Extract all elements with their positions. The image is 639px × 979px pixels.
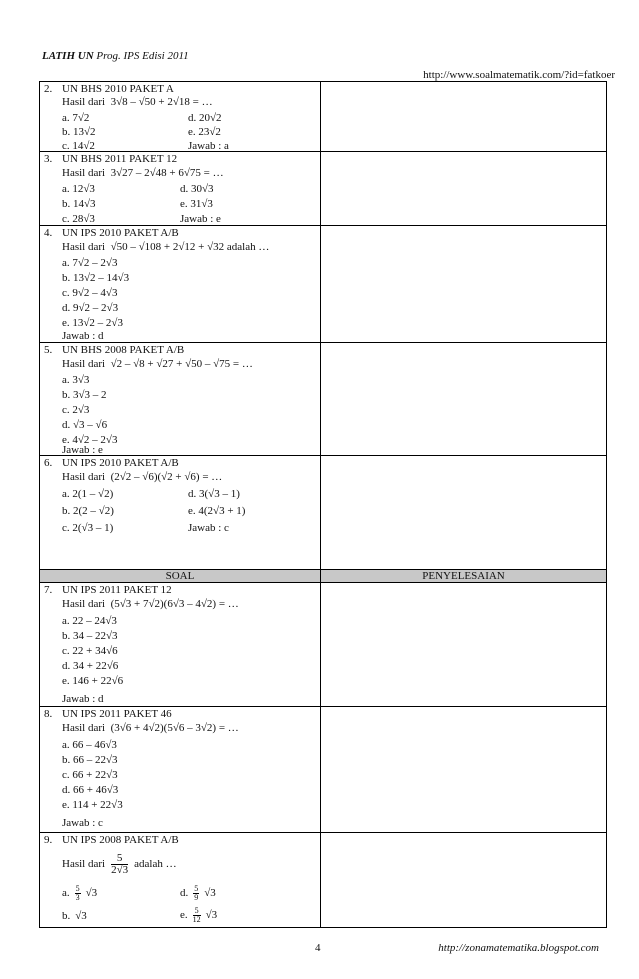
option-d: d. 20√2 [188, 112, 222, 124]
option-b: b. 2(2 – √2) [62, 505, 114, 517]
prompt-text: Hasil dari [62, 167, 106, 179]
solution-cell [321, 707, 607, 833]
option-a: a. 2(1 – √2) [62, 488, 114, 500]
question-source: UN BHS 2011 PAKET 12 [62, 153, 178, 165]
option-e: e. 146 + 22√6 [62, 675, 124, 687]
option-a: a. 7√2 – 2√3 [62, 257, 118, 269]
option-b: b. 66 – 22√3 [62, 754, 118, 766]
fraction-numerator: 5 [75, 884, 80, 893]
option-d: d. √3 – √6 [62, 419, 108, 431]
question-prompt [62, 358, 253, 371]
option-e: e. 114 + 22√3 [62, 799, 123, 811]
header-url[interactable]: http://www.soalmatematik.com/?id=fatkoer [423, 69, 615, 81]
option-fraction [75, 885, 81, 902]
answer-key: Jawab : d [62, 693, 104, 705]
option-d: d. 3(√3 – 1) [188, 488, 240, 500]
option-letter: a. [62, 886, 70, 899]
option-letter: e. [180, 908, 188, 921]
solution-cell [321, 833, 607, 928]
option-e: e. 4(2√3 + 1) [188, 505, 246, 517]
solution-cell [321, 152, 607, 226]
question-cell [40, 707, 321, 833]
fraction-numerator: 5 [194, 884, 199, 893]
question-expression: (2√2 – √6)(√2 + √6) = … [110, 471, 223, 483]
question-prompt [62, 241, 269, 254]
question-table [39, 81, 607, 928]
question-number: 8. [44, 708, 53, 720]
fraction-denominator: 12 [192, 915, 201, 924]
question-cell [40, 82, 321, 152]
solution-cell [321, 343, 607, 456]
question-number: 5. [44, 344, 53, 356]
answer-key: Jawab : c [188, 522, 229, 534]
answer-key: Jawab : a [188, 140, 229, 152]
solution-cell [321, 456, 607, 570]
question-row [40, 152, 607, 226]
question-row [40, 456, 607, 570]
fraction-denominator: 9 [194, 893, 199, 902]
question-cell [40, 456, 321, 570]
prompt-text: Hasil dari [62, 358, 106, 370]
question-source: UN IPS 2010 PAKET A/B [62, 227, 179, 239]
question-number: 3. [44, 153, 53, 165]
prompt-text: Hasil dari [62, 471, 106, 483]
answer-key: Jawab : e [62, 444, 103, 456]
question-source: UN BHS 2010 PAKET A [62, 83, 174, 95]
header-subtitle: Prog. IPS Edisi 2011 [93, 50, 189, 62]
question-prompt [62, 598, 239, 611]
question-expression: 3√27 – 2√48 + 6√75 = … [110, 167, 224, 179]
footer-url[interactable]: http://zonamatematika.blogspot.com [438, 942, 599, 954]
question-cell [40, 583, 321, 707]
fraction-numerator: 5 [194, 906, 199, 915]
question-number: 9. [44, 834, 53, 846]
question-expression: √2 – √8 + √27 + √50 – √75 = … [110, 358, 253, 370]
option-letter: b. [62, 910, 71, 922]
question-row [40, 583, 607, 707]
option-b: b. 14√3 [62, 198, 96, 210]
option-c: c. 14√2 [62, 140, 95, 152]
option-fraction [193, 885, 199, 902]
question-fraction [111, 853, 128, 876]
column-header-soal: SOAL [40, 570, 321, 583]
option-d: d. 66 + 46√3 [62, 784, 119, 796]
question-prompt [62, 167, 224, 180]
prompt-text: Hasil dari [62, 857, 106, 870]
question-number: 6. [44, 457, 53, 469]
option-c: c. 2√3 [62, 404, 90, 416]
question-prompt [62, 96, 213, 109]
option-e: e. 13√2 – 2√3 [62, 317, 123, 329]
option-a: a. 22 – 24√3 [62, 615, 117, 627]
option-b: b. 13√2 – 14√3 [62, 272, 130, 284]
option-c: c. 66 + 22√3 [62, 769, 118, 781]
option-e: e. 4√2 – 2√3 [62, 434, 118, 446]
prompt-text: Hasil dari [62, 241, 106, 253]
option-radical: √3 [204, 886, 216, 899]
header-title: LATIH UN [42, 50, 94, 62]
question-expression: (5√3 + 7√2)(6√3 – 4√2) = … [110, 598, 239, 610]
question-source: UN IPS 2011 PAKET 12 [62, 584, 172, 596]
question-expression: √50 – √108 + 2√12 + √32 adalah … [110, 241, 270, 253]
prompt-text: Hasil dari [62, 598, 106, 610]
question-prompt [62, 722, 239, 735]
page-number: 4 [315, 942, 321, 954]
fraction-denominator: 2√3 [111, 864, 129, 876]
question-number: 2. [44, 83, 53, 95]
question-expression: 3√8 – √50 + 2√18 = … [110, 96, 213, 108]
question-cell [40, 833, 321, 928]
option-e: e. 31√3 [180, 198, 213, 210]
answer-key: Jawab : d [62, 330, 104, 342]
option-radical: √3 [75, 910, 87, 922]
question-row [40, 82, 607, 152]
question-prompt [62, 471, 222, 484]
option-fraction [193, 907, 201, 924]
option-d [180, 885, 216, 902]
solution-cell [321, 583, 607, 707]
prompt-text: Hasil dari [62, 96, 106, 108]
option-a: a. 7√2 [62, 112, 90, 124]
option-d: d. 34 + 22√6 [62, 660, 119, 672]
option-e [180, 907, 217, 924]
option-radical: √3 [205, 908, 218, 921]
option-a: a. 66 – 46√3 [62, 739, 117, 751]
option-a: a. 3√3 [62, 374, 90, 386]
question-cell [40, 152, 321, 226]
question-source: UN IPS 2008 PAKET A/B [62, 834, 179, 846]
solution-cell [321, 226, 607, 343]
option-letter: d. [180, 886, 189, 899]
option-radical: √3 [85, 886, 98, 899]
solution-cell [321, 82, 607, 152]
column-header-penyelesaian: PENYELESAIAN [321, 570, 607, 583]
option-a [62, 885, 97, 902]
option-c: c. 28√3 [62, 213, 95, 225]
option-b: b. 13√2 [62, 126, 96, 138]
fraction-numerator: 5 [111, 853, 128, 865]
question-prompt [62, 853, 177, 876]
option-c: c. 2(√3 – 1) [62, 522, 114, 534]
table-header-row [40, 570, 607, 583]
question-expression: (3√6 + 4√2)(5√6 – 3√2) = … [110, 722, 239, 734]
option-b: b. 3√3 – 2 [62, 389, 107, 401]
fraction-denominator: 3 [75, 893, 80, 902]
question-number: 7. [44, 584, 53, 596]
option-b: b. 34 – 22√3 [62, 630, 118, 642]
question-source: UN BHS 2008 PAKET A/B [62, 344, 185, 356]
answer-key: Jawab : c [62, 817, 103, 829]
option-b [62, 910, 87, 923]
prompt-tail: adalah … [134, 857, 177, 870]
option-a: a. 12√3 [62, 183, 95, 195]
question-row [40, 707, 607, 833]
answer-key: Jawab : e [180, 213, 221, 225]
option-d: d. 30√3 [180, 183, 214, 195]
option-c: c. 9√2 – 4√3 [62, 287, 118, 299]
option-c: c. 22 + 34√6 [62, 645, 118, 657]
question-row [40, 833, 607, 928]
question-row [40, 226, 607, 343]
option-d: d. 9√2 – 2√3 [62, 302, 119, 314]
question-number: 4. [44, 227, 53, 239]
question-cell [40, 226, 321, 343]
option-e: e. 23√2 [188, 126, 221, 138]
question-row [40, 343, 607, 456]
page-header [42, 50, 189, 63]
question-cell [40, 343, 321, 456]
question-source: UN IPS 2010 PAKET A/B [62, 457, 179, 469]
question-source: UN IPS 2011 PAKET 46 [62, 708, 172, 720]
prompt-text: Hasil dari [62, 722, 106, 734]
